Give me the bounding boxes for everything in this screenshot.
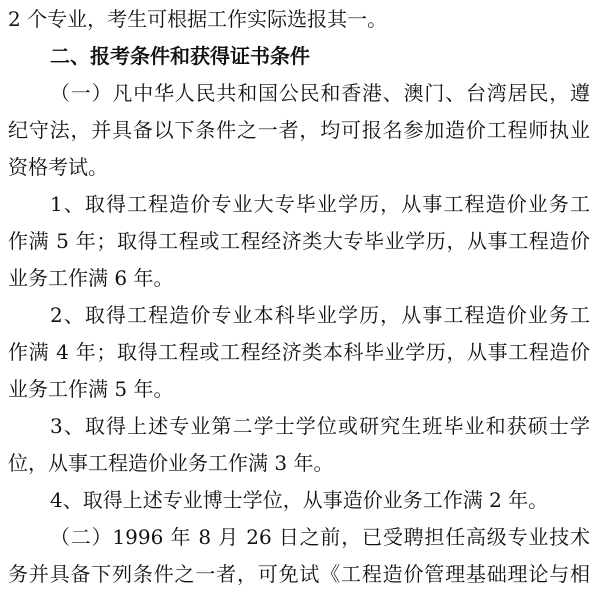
text-line: 作满 4 年；取得工程或工程经济类本科毕业学历，从事工程造价	[8, 340, 590, 364]
text-line: （二）1996 年 8 月 26 日之前，已受聘担任高级专业技术	[50, 525, 590, 549]
text-line: 1、取得工程造价专业大专毕业学历，从事工程造价业务工	[50, 192, 590, 216]
text-line: 2 个专业，考生可根据工作实际选报其一。	[8, 7, 388, 31]
section-heading: 二、报考条件和获得证书条件	[50, 44, 310, 68]
text-line: 4、取得上述专业博士学位，从事造价业务工作满 2 年。	[50, 488, 549, 512]
text-line: 3、取得上述专业第二学士学位或研究生班毕业和获硕士学	[50, 414, 590, 438]
text-line: 位，从事工程造价业务工作满 3 年。	[8, 451, 334, 475]
text-line: （一）凡中华人民共和国公民和香港、澳门、台湾居民，遵	[50, 81, 590, 105]
text-line: 资格考试。	[8, 155, 108, 179]
text-line: 2、取得工程造价专业本科毕业学历，从事工程造价业务工	[50, 303, 590, 327]
text-line: 业务工作满 6 年。	[8, 266, 174, 290]
document-page	[8, 1, 590, 593]
text-line: 业务工作满 5 年。	[8, 377, 174, 401]
text-line: 务并具备下列条件之一者，可免试《工程造价管理基础理论与相	[8, 562, 590, 586]
text-line: 作满 5 年；取得工程或工程经济类大专毕业学历，从事工程造价	[8, 229, 590, 253]
text-line: 纪守法，并具备以下条件之一者，均可报名参加造价工程师执业	[8, 118, 590, 142]
